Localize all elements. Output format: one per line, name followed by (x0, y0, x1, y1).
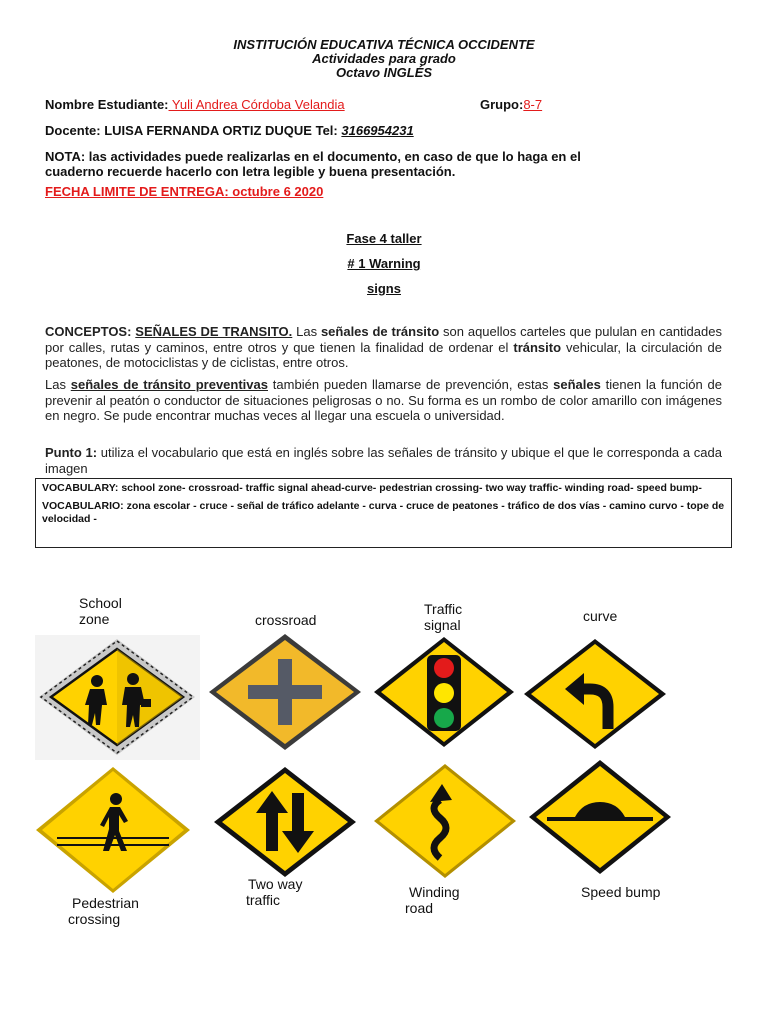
winding-road-sign (370, 762, 520, 880)
concepts-heading: SEÑALES DE TRANSITO. (135, 324, 293, 339)
concepts-text-3: vehicular, la circulación de peatones, de motociclistas y de ciclistas, entre otros. (45, 339, 723, 370)
teacher-phone: 3166954231 (341, 123, 414, 138)
note-line-1: NOTA: las actividades puede realizarlas en el documento, en caso de que lo haga en el (45, 149, 581, 164)
label-line: crossing (68, 911, 121, 927)
pedestrian-crossing-sign (32, 765, 194, 895)
concepts-bold-1: señales de tránsito (320, 324, 440, 339)
exercise-number: # 1 (347, 256, 366, 271)
label-two-way-traffic (248, 876, 302, 908)
teacher-row (45, 123, 414, 138)
label-speed-bump (581, 884, 660, 900)
label-line: curve (583, 608, 618, 624)
instruction-label: Punto 1: (45, 445, 98, 460)
group-label: Grupo: (480, 97, 524, 112)
concepts-label: CONCEPTOS: (45, 324, 132, 339)
preventive-text-3: tienen la función de prevenir al peatón o conductor de situaciones peligrosas o no. Su forma es un rombo de color amarillo con imágenes en negro. Se pude encontrar muchas veces al llegar una escuela o universidad. (45, 377, 722, 423)
deadline: FECHA LIMITE DE ENTREGA: octubre 6 2020 (45, 184, 324, 199)
label-line: Winding (409, 884, 460, 900)
vocabulary-box (35, 478, 732, 548)
curve-sign (520, 637, 670, 752)
label-line: signal (424, 617, 461, 633)
preventive-bold-1: señales de tránsito preventivas (70, 377, 268, 392)
label-curve (583, 608, 617, 624)
preventive-bold-2: señales (553, 377, 601, 392)
label-line: traffic (246, 892, 280, 908)
label-line: Speed bump (581, 884, 661, 900)
group-row (480, 97, 542, 112)
student-label: Nombre Estudiante: (45, 97, 169, 112)
label-line: Pedestrian (72, 895, 139, 911)
label-line: Traffic (424, 601, 463, 617)
preventive-text-1: Las (45, 377, 71, 392)
exercise-title-line2: signs (367, 281, 401, 296)
label-pedestrian-crossing (68, 895, 139, 927)
instruction-paragraph (45, 445, 722, 476)
concepts-bold-2: tránsito (513, 339, 562, 355)
teacher-label: Docente: LUISA FERNANDA ORTIZ DUQUE Tel (45, 123, 334, 138)
student-name[interactable]: Yuli Andrea Córdoba Velandia (168, 97, 345, 112)
school-zone-sign (35, 635, 200, 760)
note-block (45, 149, 581, 179)
group-value[interactable]: 8-7 (523, 97, 543, 112)
preventive-text-2: también pueden llamarse de prevención, estas (268, 377, 554, 392)
concepts-paragraph (45, 324, 722, 371)
label-school-zone (79, 595, 122, 627)
label-line: crossroad (255, 612, 317, 628)
crossroad-sign (205, 632, 365, 752)
exercise-title-word: Warning (365, 256, 421, 271)
activity-subtitle: Actividades para grado (312, 51, 456, 66)
phase-title: Fase 4 taller (346, 231, 422, 246)
label-crossroad (255, 612, 316, 628)
teacher-colon: : (333, 123, 342, 138)
label-line: zone (79, 611, 110, 627)
preventive-paragraph (45, 377, 722, 424)
vocabulary-spanish: VOCABULARIO: zona escolar - cruce - señal de tráfico adelante - curva - cruce de peatones - tráfico de dos vías - camino curvo - tope de velocidad - (42, 500, 725, 525)
label-traffic-signal (424, 601, 462, 633)
label-winding-road (405, 884, 460, 916)
exercise-title (0, 256, 768, 271)
two-way-traffic-sign (210, 765, 360, 880)
institution-title: INSTITUCIÓN EDUCATIVA TÉCNICA OCCIDENTE (233, 37, 535, 52)
concepts-text-2: son aquellos carteles que pululan en cantidades por calles, rutas y caminos, entre otros y que tienen la finalidad de ordenar el (45, 324, 722, 355)
label-line: School (79, 595, 122, 611)
label-line: Two way (248, 876, 303, 892)
student-row (45, 97, 345, 112)
traffic-signal-sign (372, 635, 517, 750)
speed-bump-sign (525, 758, 675, 876)
vocabulary-english: VOCABULARY: school zone- crossroad- traffic signal ahead-curve- pedestrian crossing- two way traffic- winding road- speed bump- (42, 482, 702, 494)
concepts-text-1: Las (292, 324, 321, 339)
label-line: road (405, 900, 434, 916)
instruction-text: utiliza el vocabulario que está en inglés sobre las señales de tránsito y ubique el que le corresponda a cada imagen (45, 445, 722, 476)
grade-title: Octavo INGLÉS (335, 65, 433, 80)
note-line-2: cuaderno recuerde hacerlo con letra legible y buena presentación. (45, 164, 456, 179)
